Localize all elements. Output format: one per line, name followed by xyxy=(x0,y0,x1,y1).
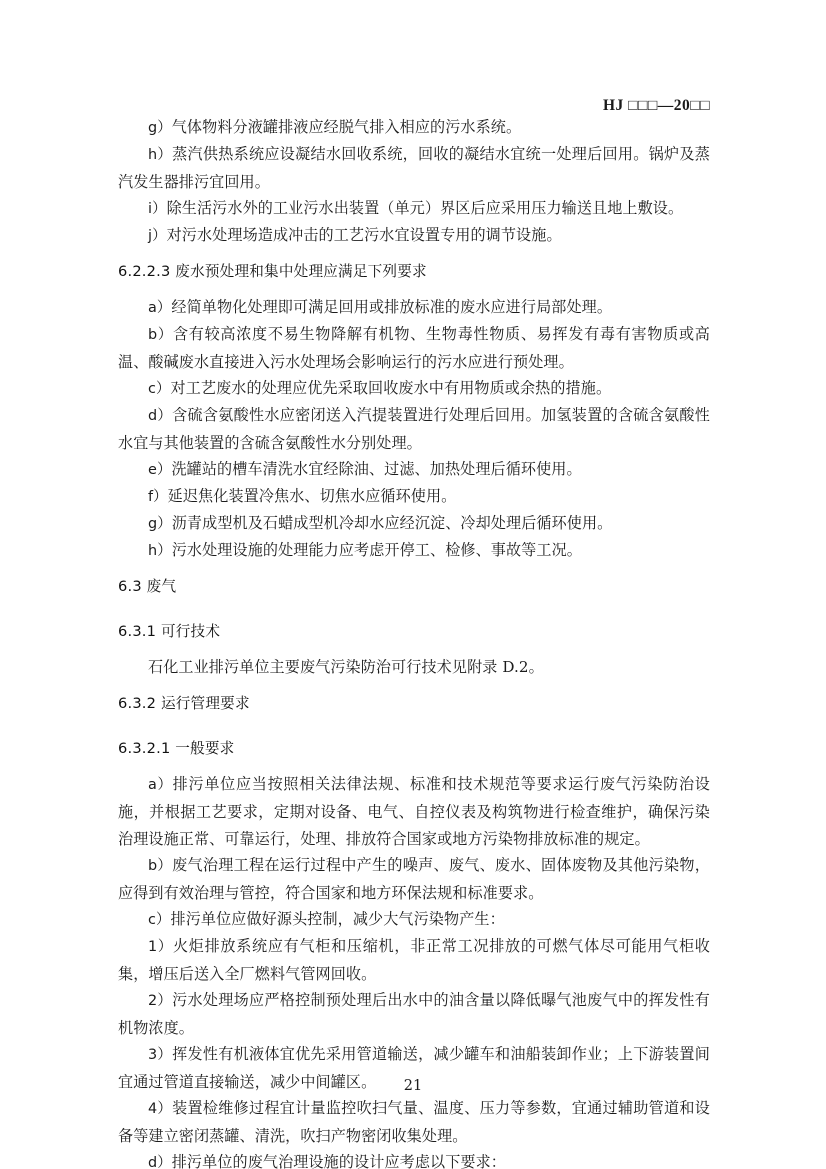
para-631-body: 石化工业排污单位主要废气污染防治可行技术见附录 D.2。 xyxy=(148,658,544,676)
item-b-pretreatment-marker: b） xyxy=(148,327,173,343)
item-i-industrial-sewage-text: 除生活污水外的工业污水出装置（单元）界区后应采用压力输送且地上敷设。 xyxy=(166,199,684,217)
item-b-pretreatment xyxy=(118,321,710,376)
subitem-1-flare xyxy=(118,933,710,988)
item-a-operate-facility xyxy=(118,771,710,853)
item-d-sour-water-text: 含硫含氨酸性水应密闭送入汽提装置进行处理后回用。加氢装置的含硫含氨酸性水宜与其他装置的含硫含氨酸性水分别处理。 xyxy=(118,406,710,452)
item-a-operate-facility-text: 排污单位应当按照相关法律法规、标准和技术规范等要求运行废气污染防治设施，并根据工艺要求，定期对设备、电气、自控仪表及构筑物进行检查维护，确保污染治理设施正常、可靠运行，处理、排放符合国家或地方污染物排放标准的规定。 xyxy=(118,775,710,848)
item-h-sewage-capacity-text: 污水处理设施的处理能力应考虑开停工、检修、事故等工况。 xyxy=(171,541,582,559)
item-c-source-control xyxy=(118,906,710,934)
item-h-sewage-capacity-marker: h） xyxy=(148,543,172,559)
subitem-2-sewage-oil-text: 污水处理场应严格控制预处理后出水中的油含量以降低曝气池废气中的挥发性有机物浓度。 xyxy=(118,991,710,1037)
item-e-tank-wash-text: 洗罐站的槽车清洗水宜经除油、过滤、加热处理后循环使用。 xyxy=(171,460,582,478)
subitem-1-flare-text: 火炬排放系统应有气柜和压缩机，非正常工况排放的可燃气体尽可能用气柜收集，增压后送入全厂燃料气管网回收。 xyxy=(118,937,710,983)
page-number: 21 xyxy=(403,1078,423,1094)
item-b-waste-gas-project-text: 废气治理工程在运行过程中产生的噪声、废气、废水、固体废物及其他污染物，应得到有效治理与管控，符合国家和地方环保法规和标准要求。 xyxy=(118,856,710,902)
item-g-asphalt-paraffin xyxy=(118,510,710,538)
item-e-tank-wash xyxy=(118,456,710,484)
item-g-waste-water xyxy=(118,114,710,142)
item-d-sour-water xyxy=(118,402,710,457)
item-i-industrial-sewage xyxy=(118,195,710,223)
item-c-source-control-text: 排污单位应做好源头控制，减少大气污染物产生： xyxy=(170,910,505,928)
item-j-process-sewage xyxy=(118,222,710,250)
item-f-coking-text: 延迟焦化装置冷焦水、切焦水应循环使用。 xyxy=(167,487,457,505)
item-g-waste-water-text: 气体物料分液罐排液应经脱气排入相应的污水系统。 xyxy=(171,118,522,136)
item-a-simple-treatment xyxy=(118,294,710,322)
item-f-coking xyxy=(118,483,710,511)
item-g-asphalt-paraffin-marker: g） xyxy=(148,516,172,532)
subitem-4-maintenance xyxy=(118,1095,710,1150)
item-f-coking-marker: f） xyxy=(148,489,168,505)
item-d-sour-water-marker: d） xyxy=(148,408,173,424)
item-j-process-sewage-marker: j） xyxy=(148,228,167,244)
item-c-source-control-marker: c） xyxy=(148,912,171,928)
item-b-waste-gas-project-marker: b） xyxy=(148,858,173,874)
item-b-pretreatment-text: 含有较高浓度不易生物降解有机物、生物毒性物质、易挥发有毒有害物质或高温、酸碱废水直接进入污水处理场会影响运行的污水应进行预处理。 xyxy=(118,325,710,371)
item-c-process-wastewater-text: 对工艺废水的处理应优先采取回收废水中有用物质或余热的措施。 xyxy=(170,379,612,397)
subitem-3-voc-liquid-text: 挥发性有机液体宜优先采用管道输送，减少罐车和油船装卸作业；上下游装置间宜通过管道直接输送，减少中间罐区。 xyxy=(118,1045,710,1091)
item-h-sewage-capacity xyxy=(118,537,710,565)
heading-63: 6.3 废气 xyxy=(118,578,177,595)
item-a-operate-facility-marker: a） xyxy=(148,777,173,793)
item-d-design-requirements-marker: d） xyxy=(148,1155,172,1169)
item-i-industrial-sewage-marker: i） xyxy=(148,201,167,217)
item-a-simple-treatment-marker: a） xyxy=(148,300,172,316)
heading-6321: 6.3.2.1 一般要求 xyxy=(118,740,235,757)
subitem-4-maintenance-marker: 4） xyxy=(148,1101,173,1117)
subitem-4-maintenance-text: 装置检维修过程宜计量监控吹扫气量、温度、压力等参数，宜通过辅助管道和设备等建立密闭蒸罐、清洗，吹扫产物密闭收集处理。 xyxy=(118,1099,710,1145)
subitem-2-sewage-oil-marker: 2） xyxy=(148,993,173,1009)
subitem-3-voc-liquid-marker: 3） xyxy=(148,1047,173,1063)
item-g-asphalt-paraffin-text: 沥青成型机及石蜡成型机冷却水应经沉淀、冷却处理后循环使用。 xyxy=(171,514,613,532)
item-d-design-requirements xyxy=(118,1149,710,1169)
item-j-process-sewage-text: 对污水处理场造成冲击的工艺污水宜设置专用的调节设施。 xyxy=(166,226,562,244)
item-h-steam-condensate xyxy=(118,141,710,196)
item-e-tank-wash-marker: e） xyxy=(148,462,172,478)
heading-6223: 6.2.2.3 废水预处理和集中处理应满足下列要求 xyxy=(118,263,427,280)
item-h-steam-condensate-marker: h） xyxy=(148,147,173,163)
subitem-1-flare-marker: 1） xyxy=(148,939,173,955)
item-a-simple-treatment-text: 经简单物化处理即可满足回用或排放标准的废水应进行局部处理。 xyxy=(171,298,613,316)
item-c-process-wastewater-marker: c） xyxy=(148,381,171,397)
heading-632: 6.3.2 运行管理要求 xyxy=(118,695,250,712)
heading-631: 6.3.1 可行技术 xyxy=(118,623,221,640)
item-b-waste-gas-project xyxy=(118,852,710,907)
running-header-standard-code: HJ □□□—20□□ xyxy=(603,97,710,114)
item-g-waste-water-marker: g） xyxy=(148,120,172,136)
subitem-2-sewage-oil xyxy=(118,987,710,1042)
item-c-process-wastewater xyxy=(118,375,710,403)
item-d-design-requirements-text: 排污单位的废气治理设施的设计应考虑以下要求： xyxy=(171,1153,506,1169)
item-h-steam-condensate-text: 蒸汽供热系统应设凝结水回收系统，回收的凝结水宜统一处理后回用。锅炉及蒸汽发生器排污宜回用。 xyxy=(118,145,710,191)
